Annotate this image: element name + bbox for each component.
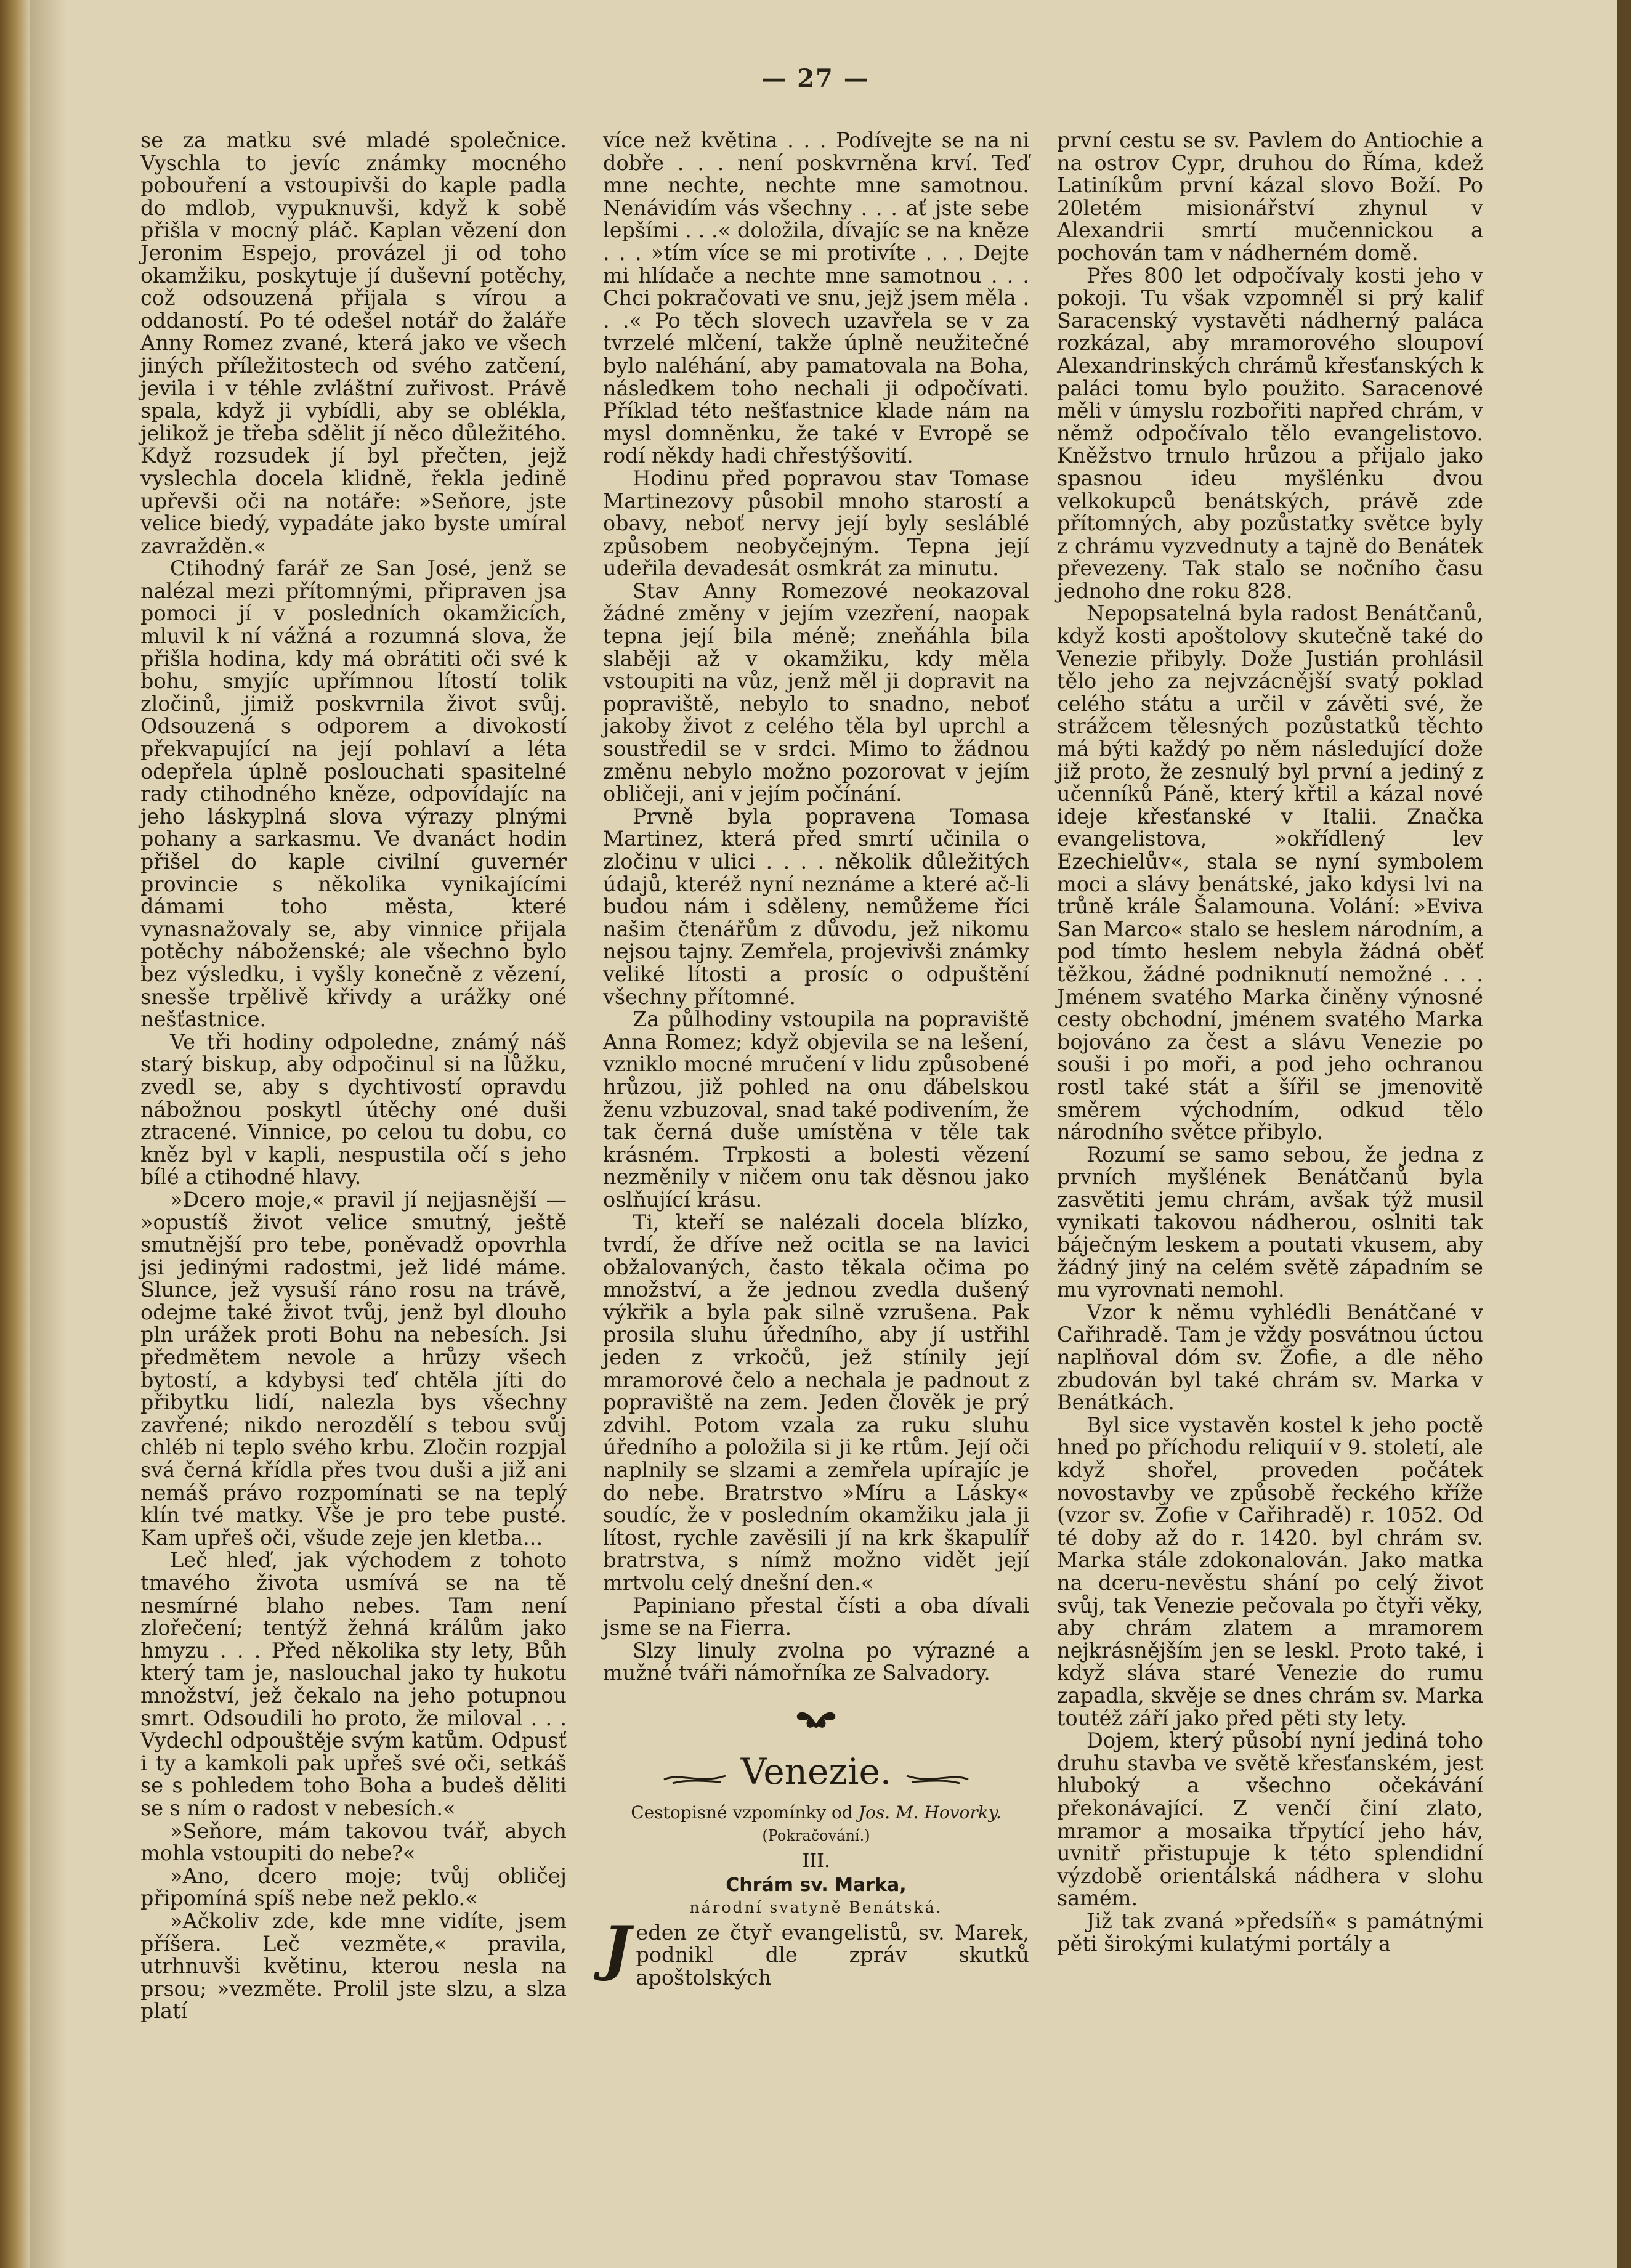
ornament-divider bbox=[603, 1706, 1029, 1739]
paragraph: Rozumí se samo sebou, že jedna z prvních myšlének Benátčanů byla zasvětiti jemu chrám, avšak týž musil vynikati takovou nádherou, oslniti tak báječným leskem a poutati vkusem, aby žádný jiný na celém světě západním se mu vyrovnati nemohl. bbox=[1057, 1142, 1483, 1302]
binding-spine bbox=[0, 0, 30, 2268]
paragraph: »Dcero moje,« pravil jí nejjasnější — »opustíš život velice smutný, ještě smutnější pro tebe, poněvadž opovrhla jsi jedinými radostmi, jež lidé máme. Slunce, jež vysuší ráno rosu na trávě, odejme také život tvůj, jenž byl dlouho pln urážek proti Bohu na nebesích. Jsi předmětem nevole a hrůzy všech bytostí, a kdybysi teď chtěla jíti do přibytku lidí, nalezla bys všechny zavřené; nikdo nerozdělí s tebou svůj chléb ni teplo svého krbu. Zločin rozpjal svá černá křídla přes tvou duši a již ani nemáš právo rozpomínati se na teplý klín tvé matky. Vše je pro tebe pusté. Kam upřeš oči, všude zeje jen kletba... bbox=[140, 1187, 567, 1550]
paragraph: Stav Anny Romezové neokazoval žádné změny v jejím vzezření, naopak tepna její bila méně; zneňáhla bila slaběji až v okamžiku, kdy měla vstoupiti na vůz, jenž měl ji dopravit na popraviště, nebylo to snadno, neboť jakoby život z celého těla byl uprchl a soustředil se v srdci. Mimo to žádnou změnu nebylo možno pozorovat v jejím obličeji, ani v jejím počínání. bbox=[603, 578, 1029, 806]
section-subtitle: národní svatyně Benátská. bbox=[689, 1898, 943, 1916]
paragraph: Dojem, který působí nyní jediná toho druhu stavba ve světě křesťanském, jest hluboký a všechno očekávání překonávající. Z venčí činí zlato, mramor a mosaika třpytící jeho háv, uvnitř přistupuje k této splendidní výzdobě orientálská nádhera v slohu samém. bbox=[1057, 1728, 1483, 1911]
paragraph: Ti, kteří se nalézali docela blízko, tvrdí, že dříve než ocitla se na lavici obžalovaných, často těkala očima po množství, a že jednou zvedla dušený výkřik a byla pak silně vzrušena. Pak prosila sluhu úředního, aby jí ustřihl jeden z vrkočů, jež stínily její mramorové čelo a nechala je padnout z popraviště na zem. Jeden člověk je prý zdvihl. Potom vzala za ruku sluhu úředního a položila si ji ke rtům. Její oči naplnily se slzami a zemřela upírajíc je do nebe. Bratrstvo »Míru a Lásky« soudíc, že v posledním okamžiku jala ji lítost, rychle zavěsili jí na krk škapulíř bratrstva, s nímž možno vidět její mrtvolu celý dnešní den.« bbox=[603, 1210, 1029, 1595]
paragraph: Hodinu před popravou stav Tomase Martinezovy působil mnoho starostí a obavy, neboť nervy její byly sesláblé způsobem neobyčejným. Tepna její udeřila devadesát osmkrát za minutu. bbox=[603, 466, 1029, 581]
column-1 bbox=[140, 129, 567, 2023]
byline-prefix: Cestopisné vzpomínky od bbox=[631, 1802, 853, 1823]
paragraph: »Ano, dcero moje; tvůj obličej připomíná spíš nebe než peklo.« bbox=[140, 1863, 567, 1911]
paragraph: Za půlhodiny vstoupila na popraviště Anna Romez; když objevila se na lešení, vzniklo mocné mručení v lidu způsobené hrůzou, již pohled na onu ďábelskou ženu vzbuzoval, snad také podivením, že tak černá duše umístěna v těle tak krásném. Trpkosti a bolesti vězení nezměnily v ničem onu tak děsnou jako oslňující krásu. bbox=[603, 1007, 1029, 1212]
right-swash-icon bbox=[903, 1753, 971, 1796]
paragraph: Leč hleď, jak východem z tohoto tmavého života usmívá se na tě nesmírné blaho nebes. Tam není zlořečení; tentýž žehná králům jako hmyzu . . . Před několika sty lety, Bůh který tam je, naslouchal jako ty hukotu množství, jež čekalo na jeho potupnou smrt. Odsoudili ho proto, že miloval . . . Vydechl odpouštěje svým katům. Odpusť i ty a kamkoli pak upřeš své oči, setkáš se s pohledem toho Boha a budeš děliti se s ním o radost v nebesích.« bbox=[140, 1548, 567, 1820]
section-title: Chrám sv. Marka, bbox=[726, 1874, 907, 1896]
byline-author: Jos. M. Hovorky. bbox=[858, 1802, 1002, 1823]
page-edge bbox=[1617, 0, 1631, 2268]
part-number: III. bbox=[802, 1850, 830, 1872]
paragraph: »Seňore, mám takovou tvář, abych mohla vstoupiti do nebe?« bbox=[140, 1818, 567, 1866]
first-paragraph: eden ze čtyř evangelistů, sv. Marek, podnikl dle zpráv skutků apoštolských bbox=[636, 1920, 1029, 1990]
paragraph: Papiniano přestal čísti a oba dívali jsme se na Fierra. bbox=[603, 1593, 1029, 1640]
paragraph: se za matku své mladé společnice. Vyschla to jevíc známky mocného pobouření a vstoupivši do kaple padla do mdlob, vypuknuvši, když k sobě přišla v mocný pláč. Kaplan vězení don Jeronim Espejo, provázel ji od toho okamžiku, poskytuje jí duševní potěchy, což odsouzená přijala s vírou a oddaností. Po té odešel notář do žaláře Anny Romez zvané, která jako ve všech jiných příležitostech od svého zatčení, jevila i v téhle zvláštní zuřivost. Právě spala, když ji vybídli, aby se oblékla, jelikož je třeba sdělit jí něco důležitého. Když rozsudek jí byl přečten, jejž vyslechla docela klidně, řekla jedině upřevši oči na notáře: »Seňore, jste velice biedý, vypadáte jako byste umíral zavražděn.« bbox=[140, 128, 567, 558]
paragraph: první cestu se sv. Pavlem do Antiochie a na ostrov Cypr, druhou do Říma, kdež Latiníkům první kázal slovo Boží. Po 20letém misionářství zhynul v Alexandrii smrtí mučennickou a pochován tam v nádherném domě. bbox=[1057, 128, 1483, 265]
paragraph: Slzy linuly zvolna po výrazné a mužné tváři námořníka ze Salvadory. bbox=[603, 1638, 1029, 1685]
article-title-row bbox=[603, 1750, 1029, 1796]
paragraph: více než květina . . . Podívejte se na ni dobře . . . není poskvrněna krví. Teď mne nechte, nechte mne samotnou. Nenávidím vás všechny . . . ať jste sebe lepšími . . .« doložila, dívajíc se na kněze . . . »tím více se mi protivíte . . . Dejte mi hlídače a nechte mne samotnou . . . Chci pokračovati ve snu, jejž jsem měla . . .« Po těch slovech uzavřela se v za tvrzelé mlčení, takže úplně neužitečné bylo naléhání, aby pamatovala na Boha, následkem toho nechali ji odpočívati. Příklad této nešťastnice klade nám na mysl domněnku, že také v Evropě se rodí někdy hadi chřestýšovití. bbox=[603, 128, 1029, 468]
paragraph: Vzor k němu vyhlédli Benátčané v Cařihradě. Tam je vždy posvátnou úctou naplňoval dóm sv. Žofie, a dle něho zbudován byl také chrám sv. Marka v Benátkách. bbox=[1057, 1300, 1483, 1415]
continued-note: (Pokračování.) bbox=[762, 1826, 870, 1844]
paragraph: Ctihodný farář ze San José, jenž se nalézal mezi přítomnými, připraven jsa pomoci jí v posledních okamžicích, mluvil k ní vážná a rozumná slova, že přišla hodina, kdy má obrátiti oči své k bohu, smyjíc upřímnou lítostí tolik zločinů, jimiž poskvrnila život svůj. Odsouzená s odporem a divokostí překvapující na její pohlaví a léta odepřela úplně poslouchati spasitelné rady ctihodného kněze, odpovídajíc na jeho láskyplná slova výrazy plnými pohany a sarkasmu. Ve dvanáct hodin přišel do kaple civilní guvernér provincie s několika vynikajícími dámami toho města, které vynasnažovaly se, aby vinnice přijala potěchy náboženské; ale všechno bylo bez výsledku, i vyšly konečně z vězení, snesše trpělivě křivdy a urážky oné nešťastnice. bbox=[140, 556, 567, 1032]
column-2 bbox=[603, 129, 1029, 1989]
article-byline bbox=[603, 1801, 1029, 1825]
fleuron-icon bbox=[795, 1706, 838, 1734]
page-number: — 27 — bbox=[761, 64, 870, 93]
paragraph: Prvně byla popravena Tomasa Martinez, která před smrtí učinila o zločinu v ulici . . . . několik důležitých údajů, kteréž nyní neznáme a které ač-li budou nám i sděleny, nemůžeme říci našim čtenářům z důvodu, jež nikomu nejsou tajny. Zemřela, projevivši známky veliké lítosti a prosíc o odpuštění všechny přítomné. bbox=[603, 804, 1029, 1009]
gutter-shadow bbox=[30, 0, 67, 2268]
paragraph: Přes 800 let odpočívaly kosti jeho v pokoji. Tu však vzpomněl si prý kalif Saracenský vystavěti nádherný paláca rozkázal, aby mramorového sloupoví Alexandrinských chrámů křesťanských k paláci tomu bylo použito. Saracenové měli v úmyslu rozbořiti napřed chrám, v němž odpočívalo tělo evangelistovo. Kněžstvo trnulo hrůzou a přijalo jako spasnou ideu myšlénku dvou velkokupců benátských, právě zde přítomných, aby pozůstatky světce byly z chrámu vyzvednuty a tajně do Benátek převezeny. Tak stalo se nočního času jednoho dne roku 828. bbox=[1057, 263, 1483, 603]
paragraph: »Ačkoliv zde, kde mne vidíte, jsem příšera. Leč vezměte,« pravila, utrhnuvši květinu, kterou nesla na prsou; »vezměte. Prolil jste slzu, a slza platí bbox=[140, 1908, 567, 2023]
paragraph: Nepopsatelná byla radost Benátčanů, když kosti apoštolovy skutečně také do Venezie přibyly. Dože Justián prohlásil tělo jeho za nejvzácnější svatý poklad celého státu a určil v závěti své, že strážcem tělesných pozůstatků těchto má býti každý po něm následující dože již proto, že zesnulý byl první a jediný z učenníků Páně, který křtil a kázal nové ideje křesťanské v Italii. Značka evangelistova, »okřídlený lev Ezechielův«, stala se nyní symbolem moci a slávy benátské, jako kdysi lvi na trůně krále Šalamouna. Volání: »Eviva San Marco« stalo se heslem národním, a pod tímto heslem nebyla žádná oběť těžkou, žádné podniknutí nemožné . . . Jménem svatého Marka činěny výnosné cesty obchodní, jménem svatého Marka bojováno za čest a slávu Venezie po souši i po moři, a pod jeho ochranou rostl také stát a šířil se jmenovitě směrem východním, odkud tělo národního světce přibylo. bbox=[1057, 601, 1483, 1144]
drop-cap: J bbox=[603, 1913, 631, 1983]
paragraph bbox=[603, 1913, 1029, 1990]
paragraph: Ve tři hodiny odpoledne, známý náš starý biskup, aby odpočinul si na lůžku, zvedl se, aby s dychtivostí opravdu nábožnou poskytl útěchy oné duši ztracené. Vinnice, po celou tu dobu, co kněz byl v kapli, nespustila očí s jeho bílé a ctihodné hlavy. bbox=[140, 1029, 567, 1189]
article-title: Venezie. bbox=[740, 1750, 892, 1792]
left-swash-icon bbox=[662, 1753, 729, 1796]
paragraph: Byl sice vystavěn kostel k jeho poctě hned po příchodu reliquií v 9. století, ale když shořel, proveden počátek novostavby ve způsobě řeckého kříže (vzor sv. Žofie v Cařihradě) r. 1052. Od té doby až do r. 1420. byl chrám sv. Marka stále zdokonalován. Jako matka na dceru-nevěstu shání po celý život svůj, tak Venezie pečovala po čtyři věky, aby chrám zlatem a mramorem nejkrásnějším jen se leskl. Proto také, i když sláva staré Venezie do rumu zapadla, skvěje se dnes chrám sv. Marka toutéž září jako před pěti sty lety. bbox=[1057, 1412, 1483, 1730]
column-3 bbox=[1057, 129, 1483, 1955]
paragraph: Již tak zvaná »předsíň« s památnými pěti širokými kulatými portály a bbox=[1057, 1908, 1483, 1956]
